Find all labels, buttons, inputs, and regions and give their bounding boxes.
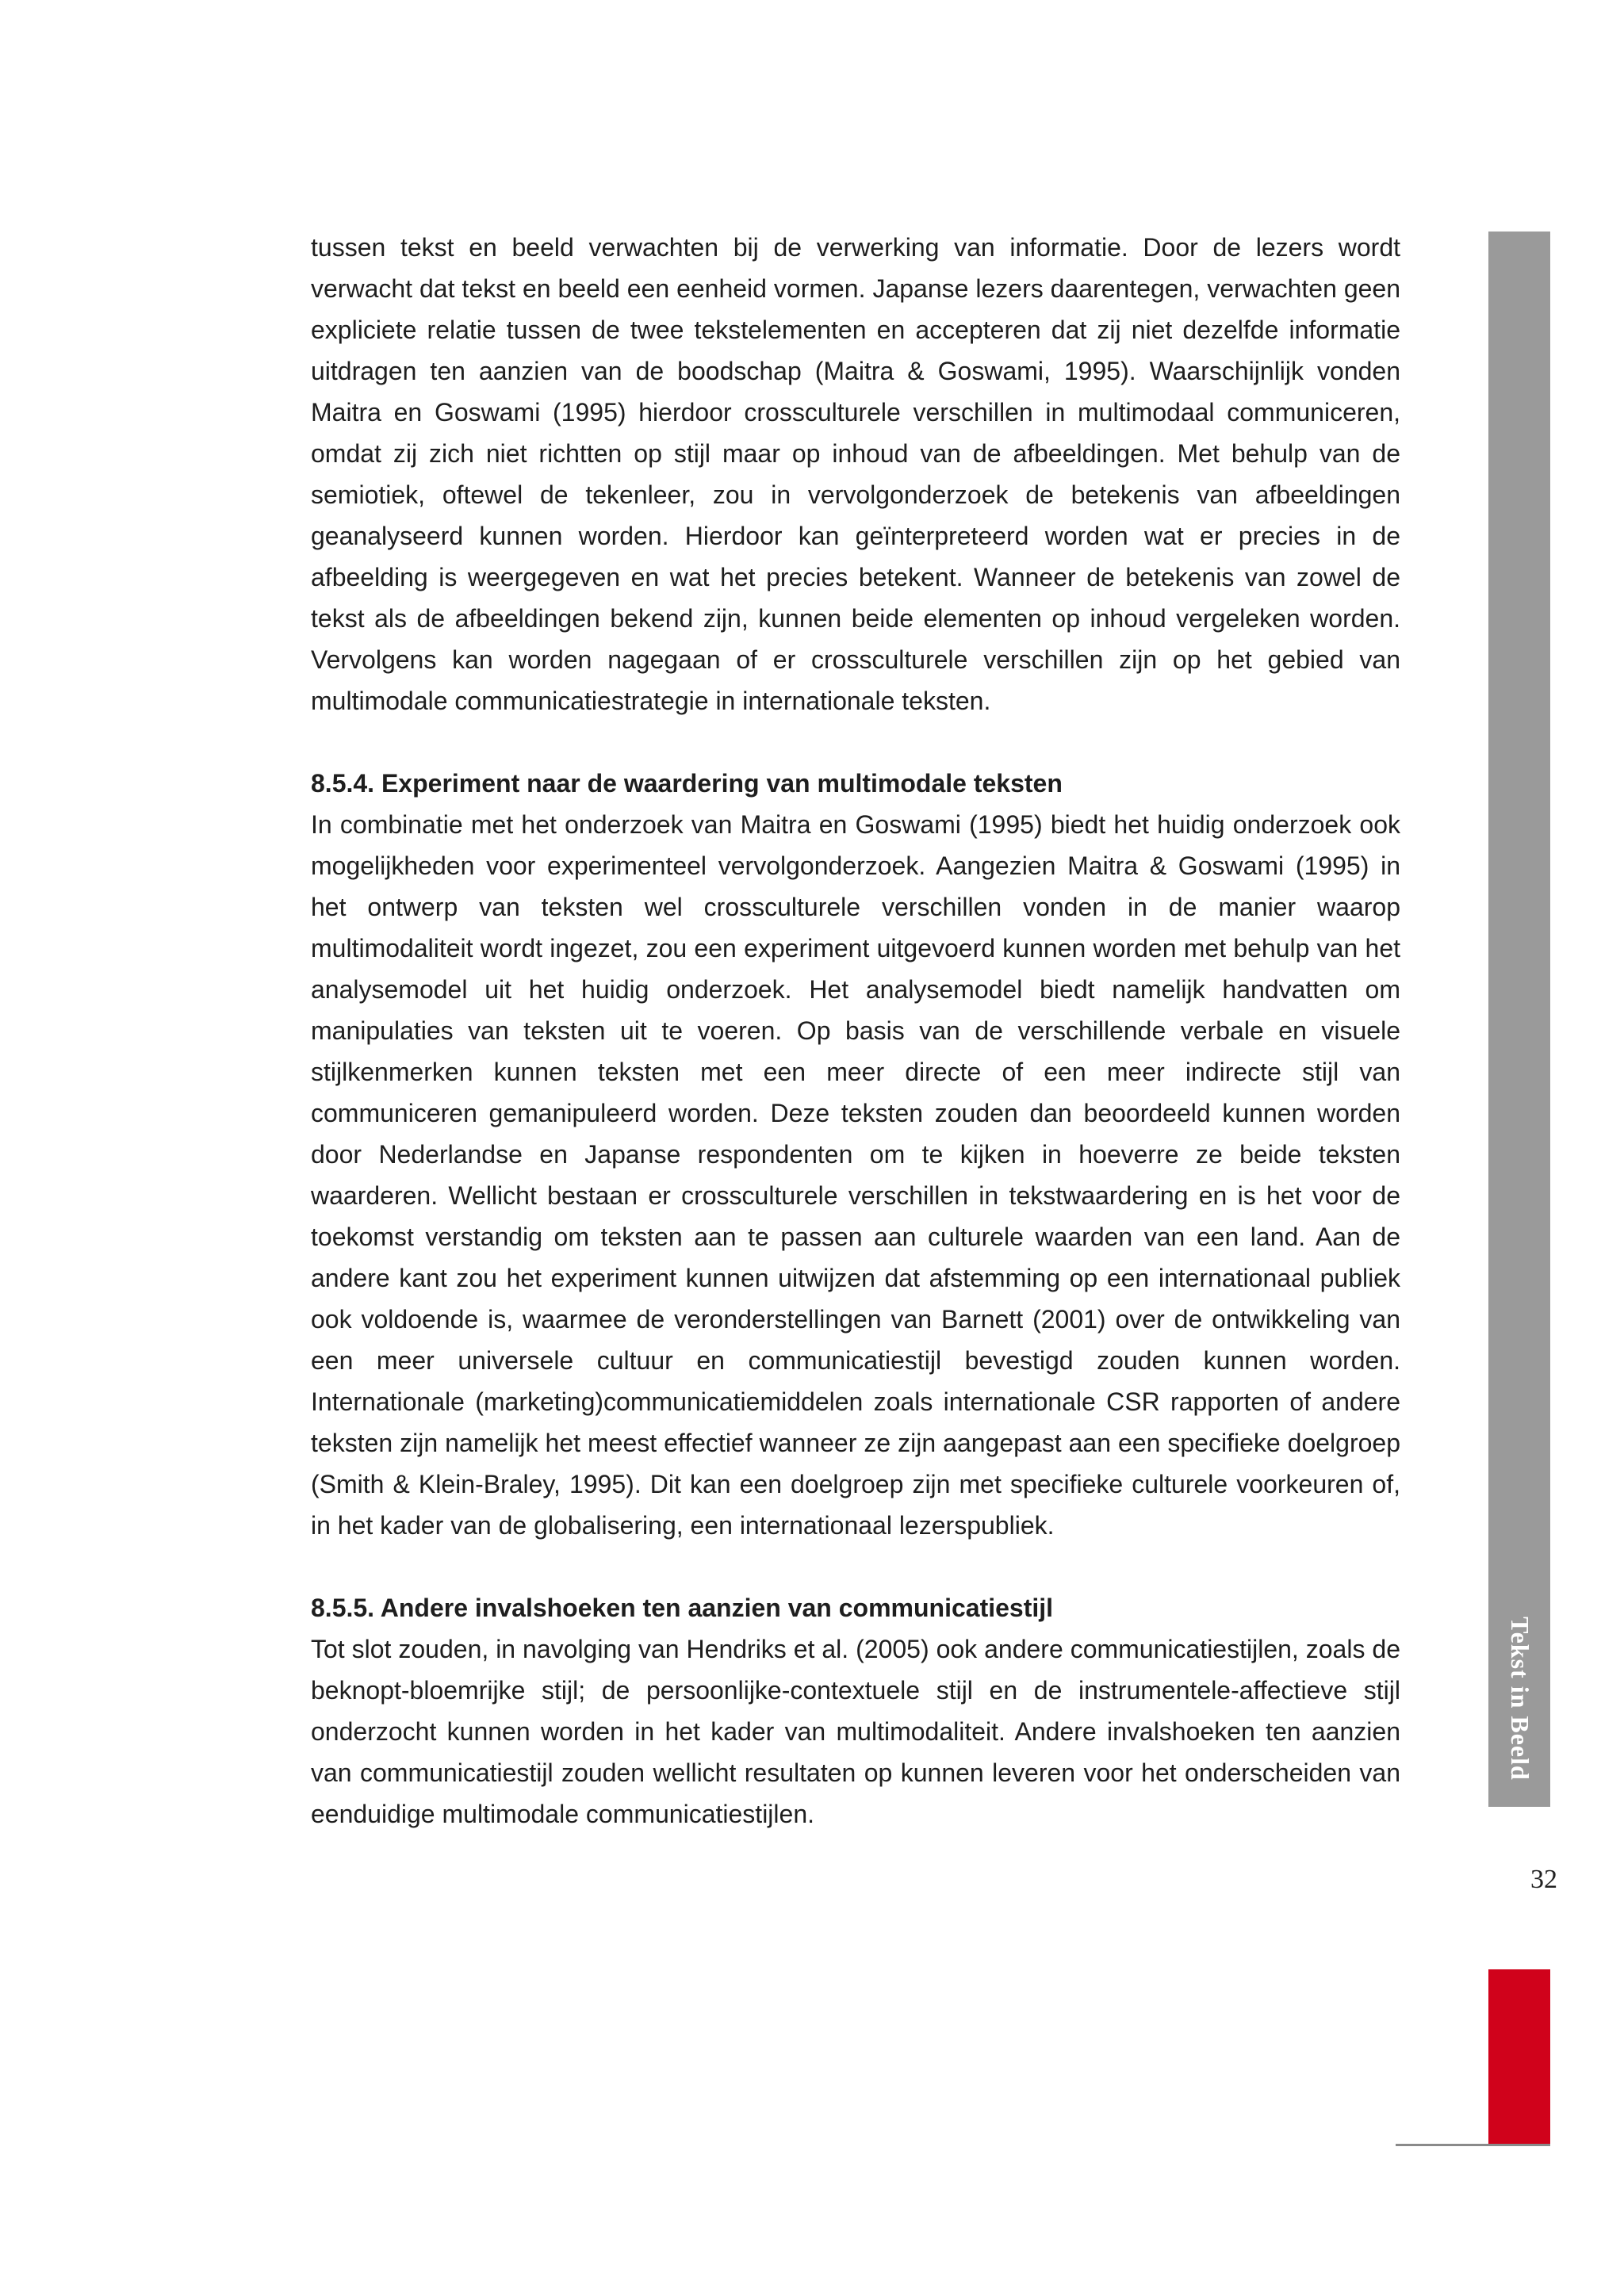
intro-paragraph: tussen tekst en beeld verwachten bij de verwerking van informatie. Door de lezers wordt verwacht dat tekst en beeld een eenheid vormen. Japanse lezers daarentegen, verwachten geen expliciete relatie tussen de twee tekstelementen en accepteren dat zij niet dezelfde informatie uitdragen ten aanzien van de boodschap (Maitra & Goswami, 1995). Waarschijnlijk vonden Maitra en Goswami (1995) hierdoor crossculturele verschillen in multimodaal communiceren, omdat zij zich niet richtten op stijl maar op inhoud van de afbeeldingen. Met behulp van de semiotiek, oftewel de tekenleer, zou in vervolgonderzoek de betekenis van afbeeldingen geanalyseerd kunnen worden. Hierdoor kan geïnterpreteerd worden wat er precies in de afbeelding is weergegeven en wat het precies betekent. Wanneer de betekenis van zowel de tekst als de afbeeldingen bekend zijn, kunnen beide elementen op inhoud vergeleken worden. Vervolgens kan worden nagegaan of er crossculturele verschillen zijn op het gebied van multimodale communicatiestrategie in internationale teksten. xyxy=(311,233,1400,715)
main-content xyxy=(311,227,1400,1835)
accent-red-block xyxy=(1488,1969,1550,2145)
sidebar-label-text: Tekst in Beeld xyxy=(1505,1616,1534,1781)
section-body-experiment: In combinatie met het onderzoek van Maitra en Goswami (1995) biedt het huidig onderzoek ook mogelijkheden voor experimenteel vervolgonderzoek. Aangezien Maitra & Goswami (1995) in het ontwerp van teksten wel crossculturele verschillen vonden in de manier waarop multimodaliteit wordt ingezet, zou een experiment uitgevoerd kunnen worden met behulp van het analysemodel uit het huidig onderzoek. Het analysemodel biedt namelijk handvatten om manipulaties van teksten uit te voeren. Op basis van de verschillende verbale en visuele stijlkenmerken kunnen teksten met een meer directe of een meer indirecte stijl van communiceren gemanipuleerd worden. Deze teksten zouden dan beoordeeld kunnen worden door Nederlandse en Japanse respondenten om te kijken in hoeverre ze beide teksten waarderen. Wellicht bestaan er crossculturele verschillen in tekstwaardering en is het voor de toekomst verstandig om teksten aan te passen aan culturele waarden van een land. Aan de andere kant zou het experiment kunnen uitwijzen dat afstemming op een internationaal publiek ook voldoende is, waarmee de veronderstellingen van Barnett (2001) over de ontwikkeling van een meer universele cultuur en communicatiestijl bevestigd zouden kunnen worden. Internationale (marketing)communicatiemiddelen zoals internationale CSR rapporten of andere teksten zijn namelijk het meest effectief wanneer ze zijn aangepast aan een specifieke doelgroep (Smith & Klein-Braley, 1995). Dit kan een doelgroep zijn met specifieke culturele voorkeuren of, in het kader van de globalisering, een internationaal lezerspubliek. xyxy=(311,810,1400,1540)
section-heading-communicatiestijl: 8.5.5. Andere invalshoeken ten aanzien van communicatiestijl xyxy=(311,1594,1054,1622)
section-body-communicatiestijl: Tot slot zouden, in navolging van Hendriks et al. (2005) ook andere communicatiestijlen, zoals de beknopt-bloemrijke stijl; de persoonlijke-contextuele stijl en de instrumentele-affectieve stijl onderzocht kunnen worden in het kader van multimodaliteit. Andere invalshoeken ten aanzien van communicatiestijl zouden wellicht resultaten op kunnen leveren voor het onderscheiden van eenduidige multimodale communicatiestijlen. xyxy=(311,1635,1400,1828)
section-heading-experiment: 8.5.4. Experiment naar de waardering van multimodale teksten xyxy=(311,769,1063,798)
sidebar-tab xyxy=(1488,232,1550,1807)
sidebar-label xyxy=(1488,1611,1550,1785)
section-communicatiestijl xyxy=(311,1587,1400,1835)
bottom-rule xyxy=(1396,2144,1550,2146)
section-experiment xyxy=(311,763,1400,1546)
page-number: 32 xyxy=(1530,1865,1557,1894)
